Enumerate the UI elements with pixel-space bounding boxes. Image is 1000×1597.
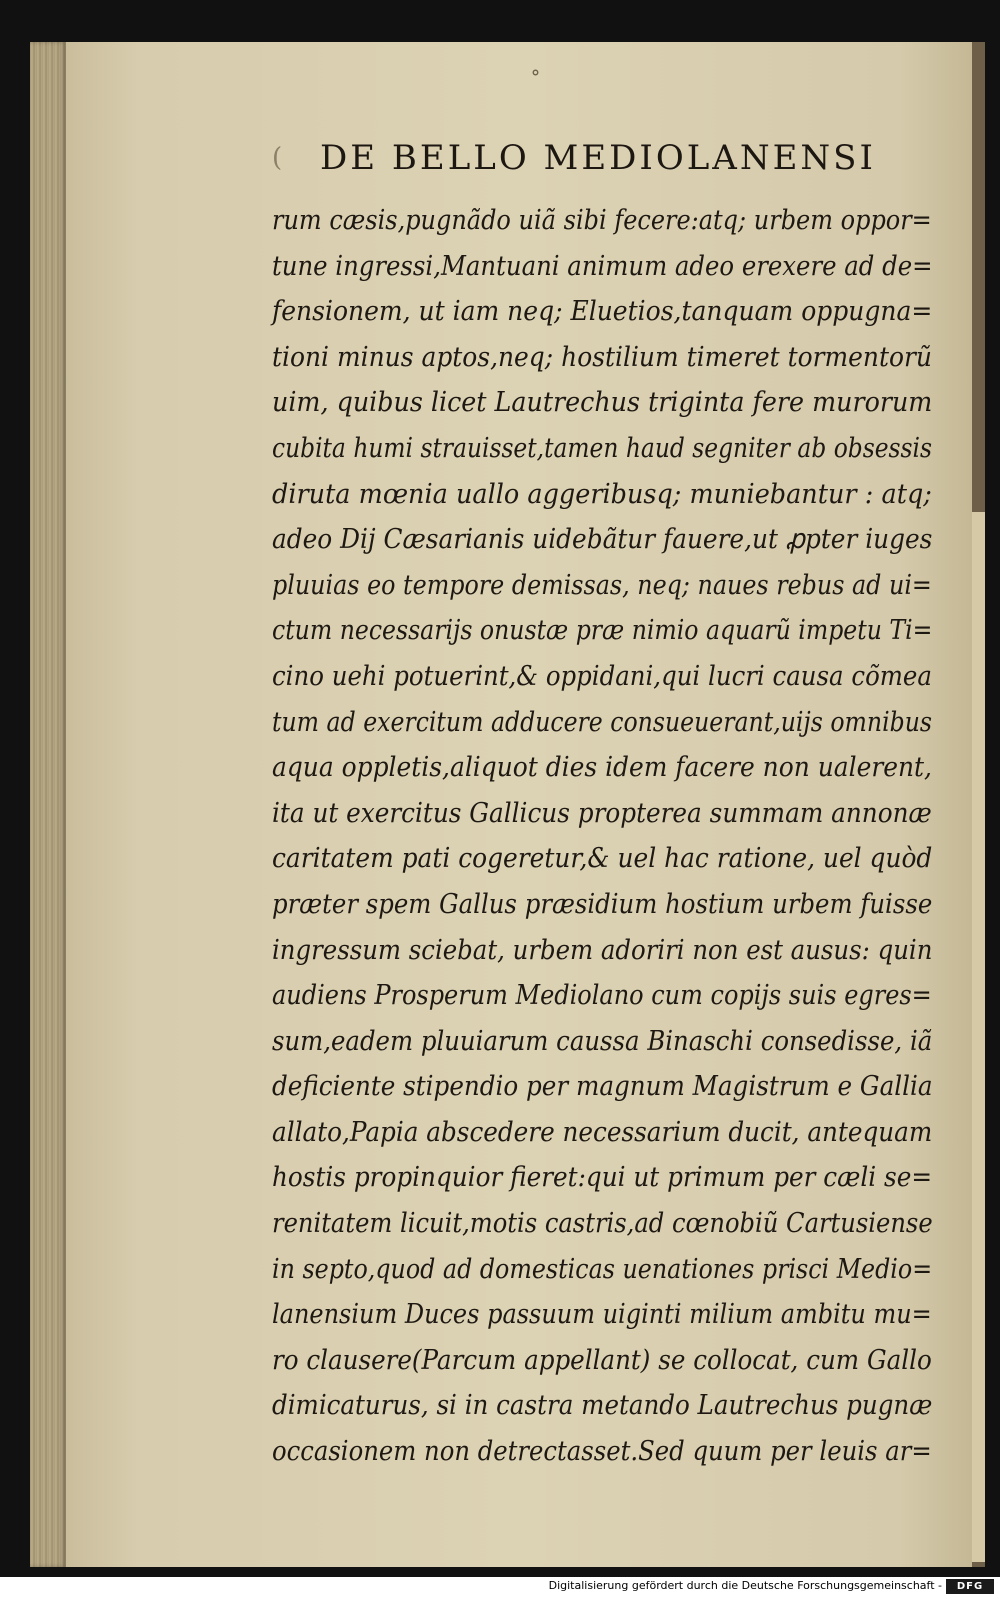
text-line: præter spem Gallus præsidium hostium urbem fuisse	[272, 888, 933, 920]
page-edge-strip	[972, 42, 985, 1567]
text-line: pluuias eo tempore demissas, neq; naues rebus ad ui=	[272, 569, 932, 601]
ink-mark: ˚	[530, 70, 541, 95]
text-line: ingressum sciebat, urbem adoriri non est ausus: quin	[272, 934, 933, 966]
text-line: deficiente stipendio per magnum Magistrum e Gallia	[272, 1071, 933, 1103]
text-line: lanensium Duces passuum uiginti milium ambitu mu=	[272, 1299, 932, 1331]
text-line: allato,Papia abscedere necessarium ducit, antequam	[272, 1116, 933, 1148]
page-edge-tab	[972, 512, 985, 1562]
text-line: occasionem non detrectasset.Sed quum per leuis ar=	[272, 1436, 932, 1468]
text-line: caritatem pati cogeretur,& uel hac ratione, uel quòd	[272, 843, 933, 875]
text-line: cino uehi potuerint,& oppidani,qui lucri causa cõmea	[272, 660, 932, 692]
text-line: diruta mœnia uallo aggeribusq; muniebantur : atq;	[272, 478, 932, 510]
text-line: dimicaturus, si in castra metando Lautrechus pugnæ	[272, 1390, 933, 1422]
faded-letter-mark: (	[272, 143, 283, 173]
text-line: ro clausere(Parcum appellant) se collocat, cum Gallo	[272, 1344, 932, 1376]
text-line: rum cæsis,pugnãdo uiã sibi fecere:atq; urbem oppor=	[272, 205, 932, 236]
text-line: sum,eadem pluuiarum caussa Binaschi consedisse, iã	[272, 1025, 933, 1057]
text-line: aqua oppletis,aliquot dies idem facere non ualerent,	[272, 752, 932, 784]
text-block	[272, 198, 937, 1475]
page-fore-edge	[30, 42, 66, 1567]
text-line: uim, quibus licet Lautrechus triginta fere murorum	[272, 387, 933, 419]
text-line: in septo,quod ad domesticas uenationes prisci Medio=	[272, 1253, 933, 1285]
text-line: adeo Dij Cæsarianis uidebãtur fauere,ut ꝓpter iuges	[272, 524, 933, 556]
dfg-logo: DFG	[946, 1579, 994, 1594]
text-line: ctum necessarijs onustæ præ nimio aquarũ impetu Ti=	[272, 615, 933, 647]
text-line: tum ad exercitum adducere consueuerant,uijs omnibus	[272, 706, 932, 738]
text-line: cubita humi strauisset,tamen haud segniter ab obsessis	[272, 432, 932, 464]
text-line: fensionem, ut iam neq; Eluetios,tanquam oppugna=	[272, 296, 933, 328]
text-line: audiens Prosperum Mediolano cum copijs suis egres=	[272, 980, 932, 1012]
text-line: tioni minus aptos,neq; hostilium timeret tormentorũ	[272, 341, 932, 373]
text-line: ita ut exercitus Gallicus propterea summam annonæ	[272, 797, 932, 829]
running-head: DE BELLO MEDIOLANENSI	[320, 138, 876, 178]
text-line: tune ingressi,Mantuani animum adeo erexere ad de=	[272, 250, 933, 282]
text-line: renitatem licuit,motis castris,ad cœnobiũ Cartusiense	[272, 1208, 933, 1240]
footer-credit: Digitalisierung gefördert durch die Deutsche Forschungsgemeinschaft -	[548, 1579, 942, 1592]
digitization-footer	[0, 1577, 1000, 1597]
text-line: hostis propinquior fieret:qui ut primum per cæli se=	[272, 1162, 933, 1194]
